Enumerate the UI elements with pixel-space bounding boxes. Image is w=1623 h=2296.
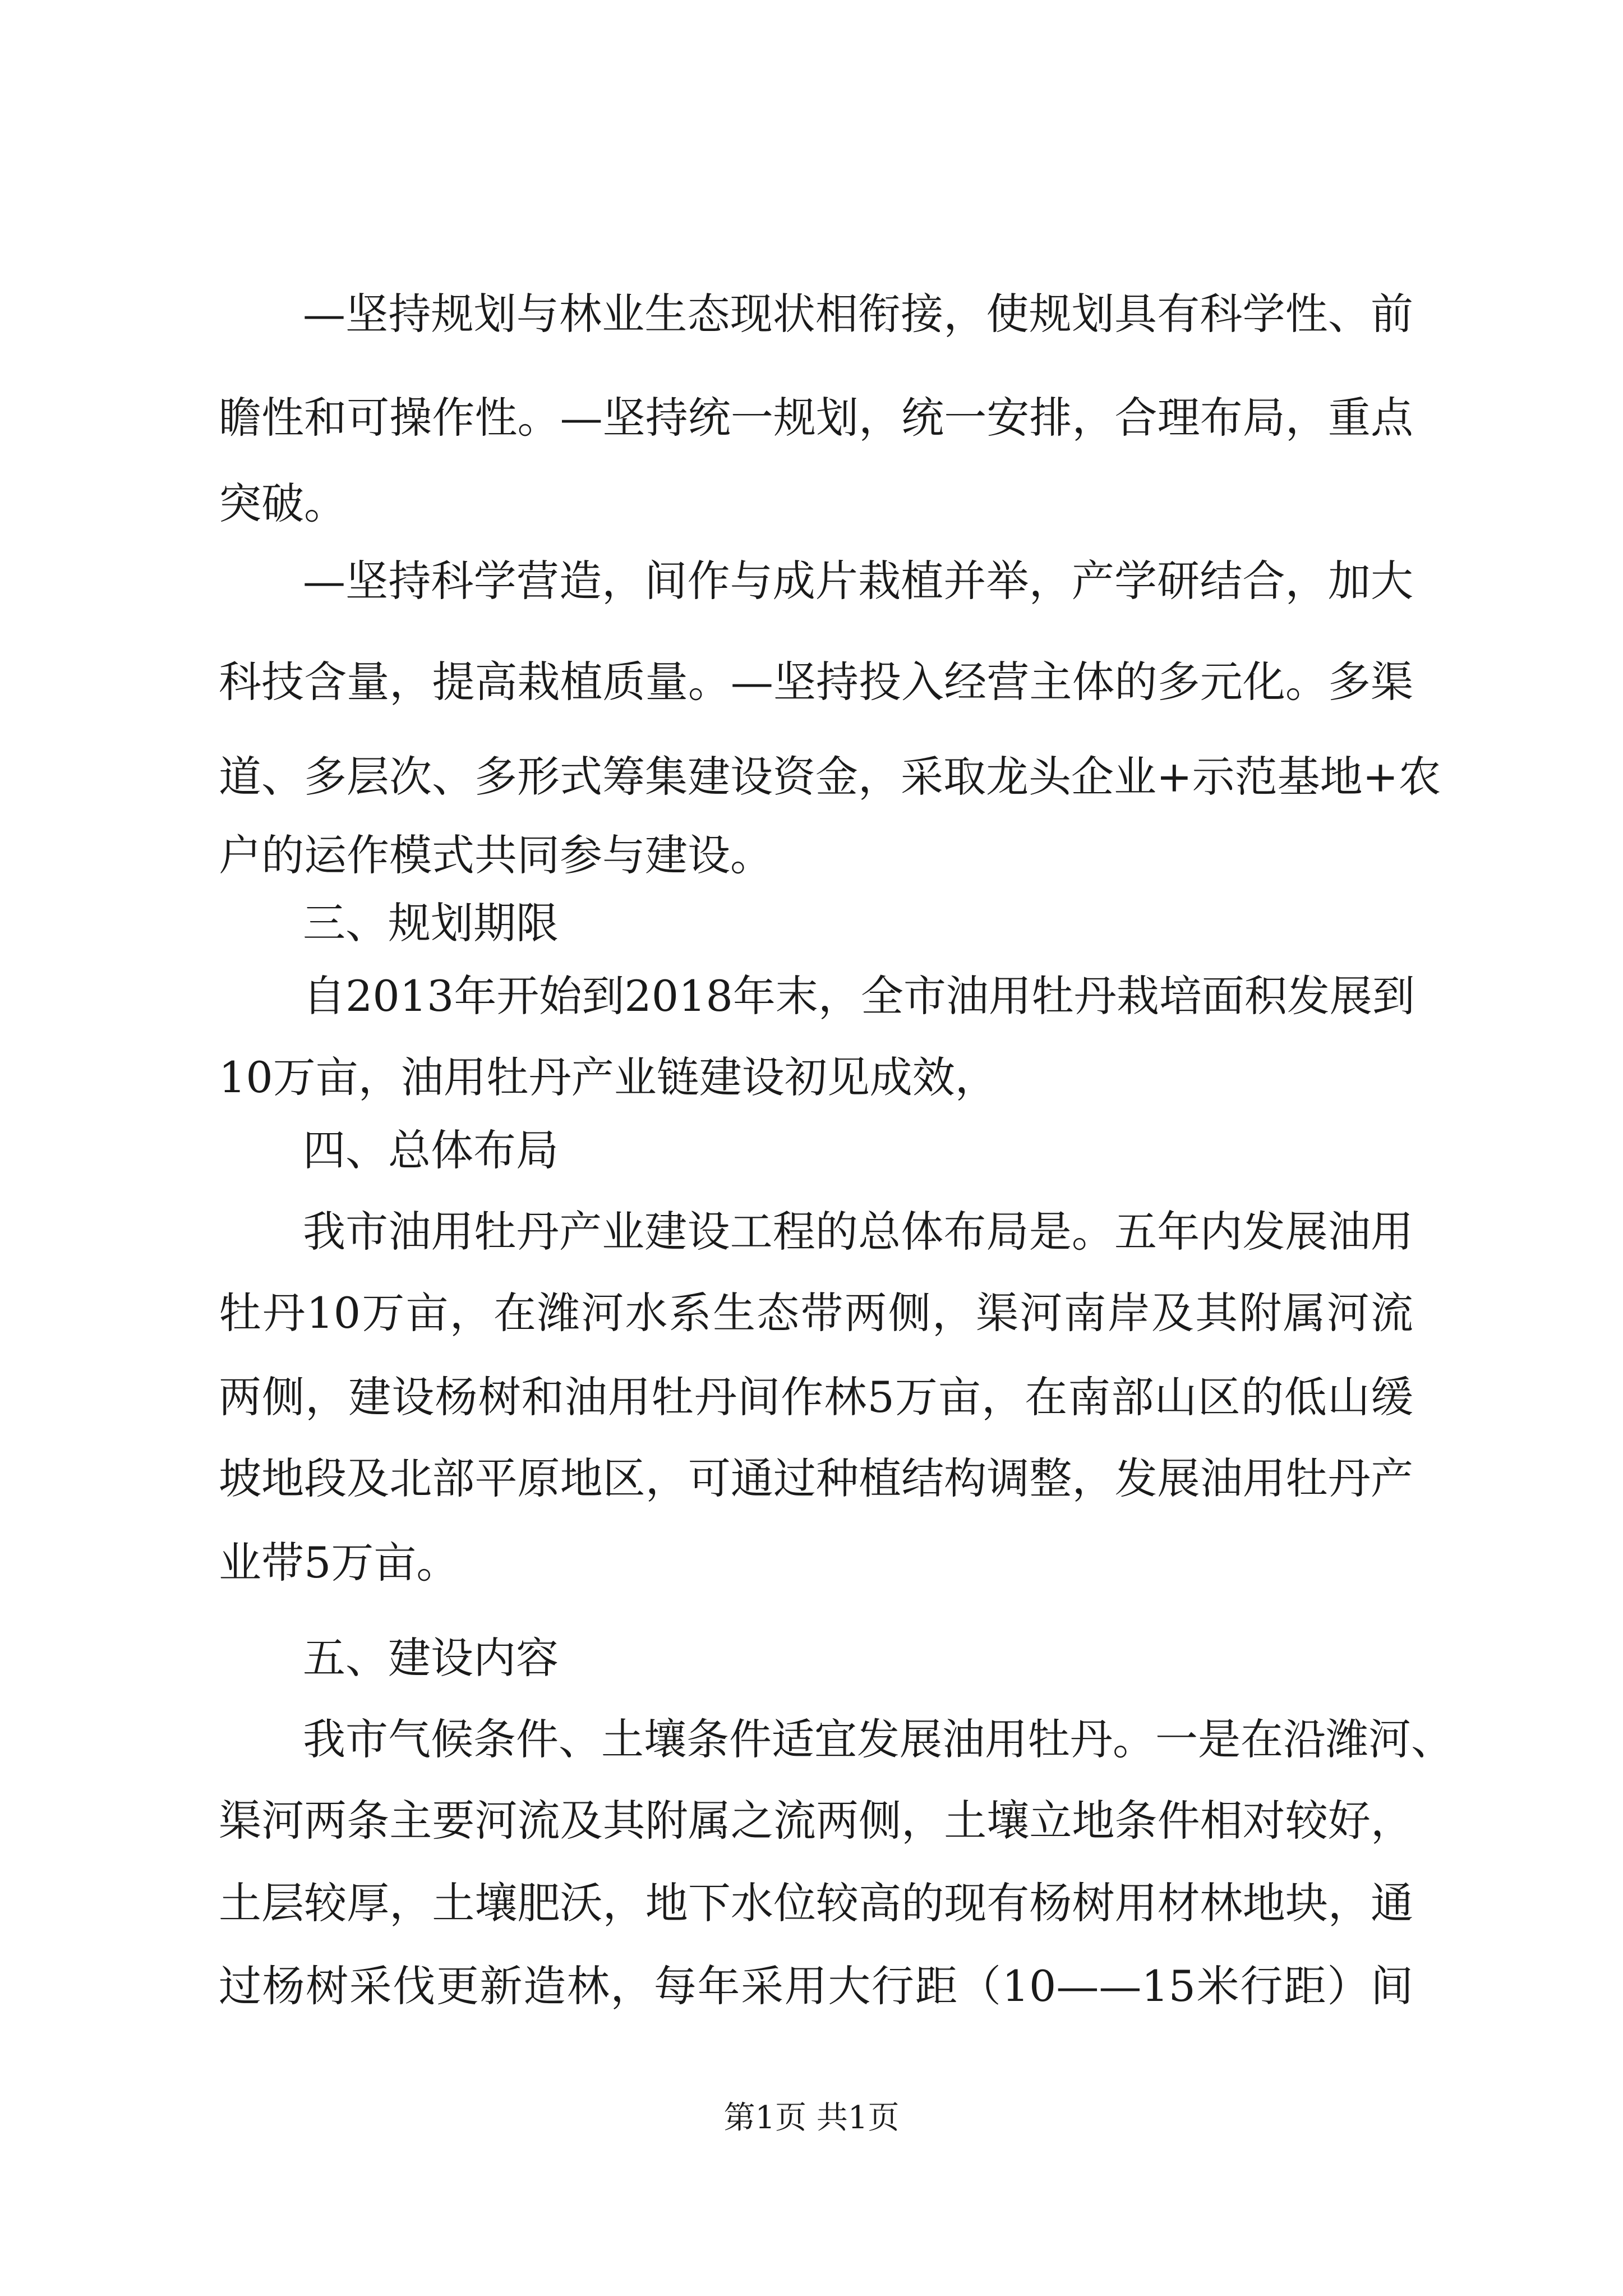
text-line: 自2013年开始到2018年末，全市油用牡丹栽培面积发展到: [303, 971, 1415, 1021]
text-line: 坡地段及北部平原地区，可通过种植结构调整，发展油用牡丹产: [219, 1453, 1413, 1503]
section-heading: 三、规划期限: [303, 898, 559, 948]
text-line: 过杨树采伐更新造林，每年采用大行距（10——15米行距）间: [219, 1961, 1413, 2011]
page-number: 第1页 共1页: [723, 2100, 900, 2136]
text-line: 牡丹10万亩，在潍河水系生态带两侧，渠河南岸及其附属河流: [219, 1288, 1413, 1338]
section-heading: 五、建设内容: [303, 1633, 559, 1683]
text-line: 渠河两条主要河流及其附属之流两侧，土壤立地条件相对较好，: [219, 1796, 1413, 1846]
section-heading: 四、总体布局: [303, 1125, 559, 1175]
text-line: 瞻性和可操作性。—坚持统一规划，统一安排，合理布局，重点: [219, 393, 1413, 443]
text-line: 道、多层次、多形式筹集建设资金，采取龙头企业+示范基地+农: [219, 752, 1441, 802]
text-line: —坚持科学营造，间作与成片栽植并举，产学研结合，加大: [303, 556, 1413, 606]
text-line: 我市油用牡丹产业建设工程的总体布局是。五年内发展油用: [303, 1207, 1413, 1257]
text-line: 两侧，建设杨树和油用牡丹间作林5万亩，在南部山区的低山缓: [219, 1372, 1413, 1422]
text-line: 我市气候条件、土壤条件适宜发展油用牡丹。一是在沿潍河、: [303, 1714, 1454, 1764]
text-line: 土层较厚，土壤肥沃，地下水位较高的现有杨树用材林地块，通: [219, 1878, 1413, 1928]
text-line: —坚持规划与林业生态现状相衔接，使规划具有科学性、前: [303, 289, 1413, 339]
text-line: 科技含量，提高栽植质量。—坚持投入经营主体的多元化。多渠: [219, 657, 1413, 707]
text-line: 10万亩，油用牡丹产业链建设初见成效，: [219, 1052, 998, 1102]
text-line: 户的运作模式共同参与建设。: [219, 830, 773, 880]
text-line: 突破。: [219, 478, 347, 528]
text-line: 业带5万亩。: [219, 1538, 459, 1588]
